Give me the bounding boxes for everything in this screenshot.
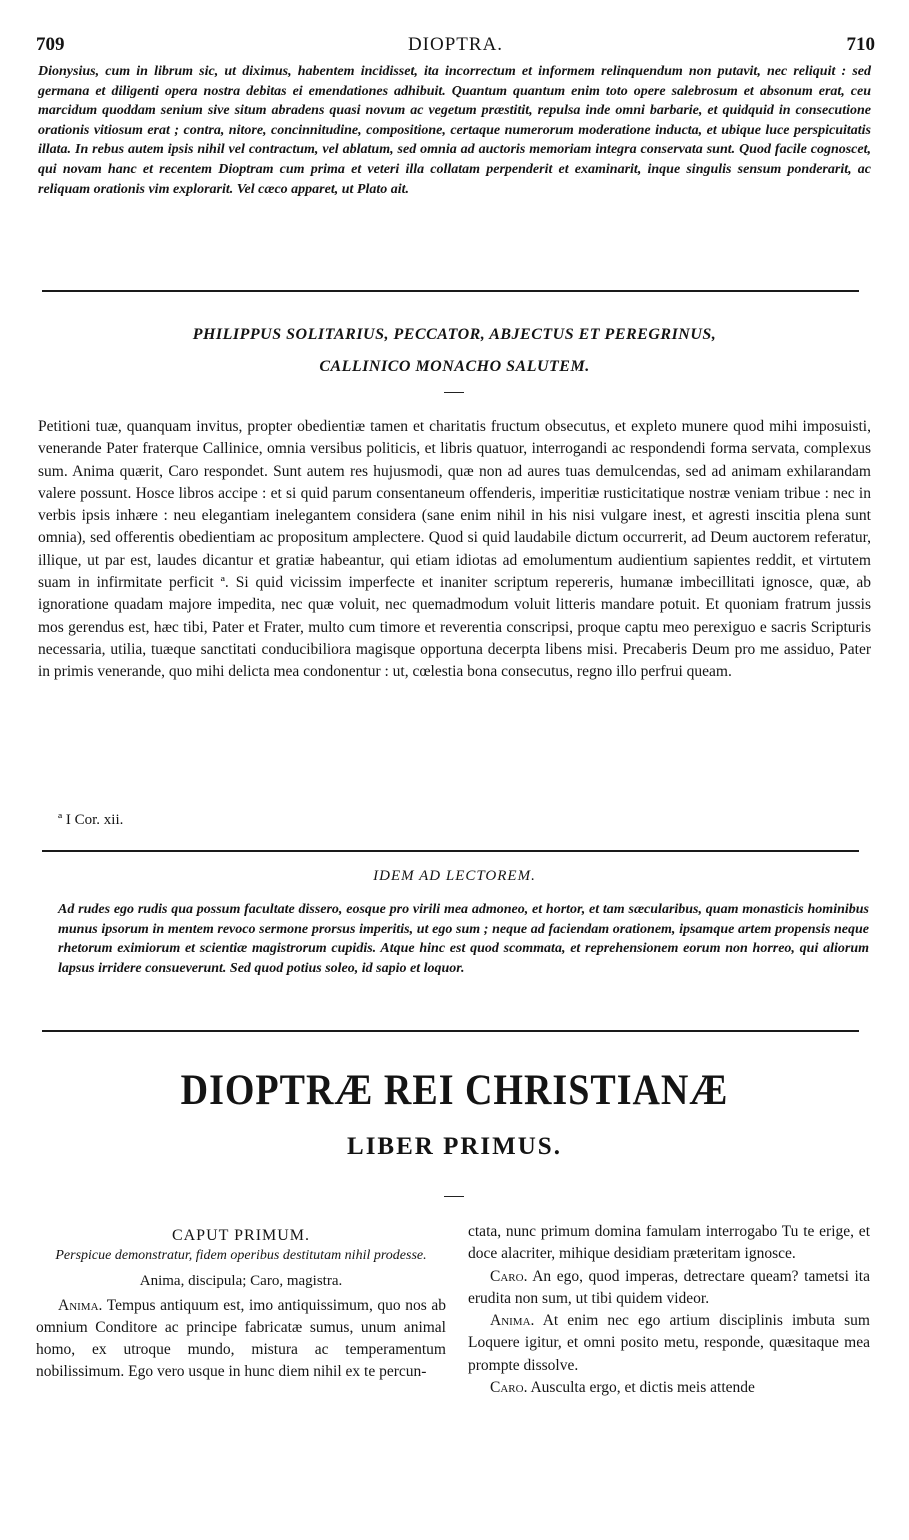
dialogue-paragraph — [468, 1221, 870, 1266]
running-title: DIOPTRA. — [407, 34, 504, 55]
left-page-number: 709 — [36, 34, 65, 55]
right-page-number: 710 — [846, 34, 875, 55]
dialogue-paragraph — [468, 1266, 870, 1311]
speaker-label: Caro. — [490, 1267, 528, 1285]
dialogue-text: At enim nec ego artium disciplinis imbuta sum Loquere igitur, et omni posito metu, responde, quæsitaque mea prompte dissolve. — [468, 1312, 870, 1374]
divider-rule — [42, 290, 859, 292]
book-subtitle: LIBER PRIMUS. — [347, 1133, 562, 1160]
left-column — [36, 1225, 446, 1384]
chapter-title: CAPUT PRIMUM. — [171, 1227, 311, 1244]
letter-title-line1: PHILIPPUS SOLITARIUS, PECCATOR, ABJECTUS ET PEREGRINUS, — [192, 326, 717, 343]
right-column — [468, 1221, 870, 1399]
dialogue-paragraph — [36, 1295, 446, 1384]
dialogue-paragraph — [468, 1377, 870, 1399]
short-dash — [444, 392, 464, 393]
footnote: ª I Cor. xii. — [58, 812, 124, 828]
dialogue-text: Tempus antiquum est, imo antiquissimum, quo nos ab omnium Conditore ac principe fabricatæ sumus, unum animal homo, ex utroque mundo, mistura ac temperamentum nobilissimum. Ego vero usque in hunc diem nihil ex te percun- — [36, 1296, 446, 1381]
chapter-subtitle: Perspicue demonstratur, fidem operibus destitutam nihil prodesse. — [55, 1248, 427, 1264]
page-header — [36, 34, 875, 58]
intro-paragraph: Dionysius, cum in librum sic, ut diximus, habentem incidisset, ita incorrectum et informem relinquendum non putavit, nec reliquit : sed germana et diligenti opera nostra debitas ei emendationes adhibuit. Quantum quantum enim toto opere salebrosum et absonum erat, ceu marcidum quoddam senium sive situm abradens quasi novum ac vegetum præstitit, repulsa inde omni barbarie, et quidquid in consecutione orationis vitiosum erat ; contra, nitore, concinnitudine, compositione, certaque numerorum moderatione inducta, et ubique luce perspicuitatis illata. In rebus autem ipsis nihil vel contractum, vel ablatum, sed omnia ad auctoris memoriam integra conservata sunt. Quod facile cognoscet, qui novam hanc et recentem Dioptram cum prima et veteri illa collatam perpenderit et examinarit, inque singulis sensum ponderarit, ac reliquam orationis vim explorarit. Vel cæco apparet, ut Plato ait. — [38, 64, 871, 197]
divider-rule — [42, 1030, 859, 1032]
dialogue-text: ctata, nunc primum domina famulam interrogabo Tu te erige, et doce alacriter, mihique desidiam præteritam ignosce. — [468, 1223, 870, 1263]
lector-body: Ad rudes ego rudis qua possum facultate dissero, eosque pro virili mea admoneo, et hortor, et tam sæcularibus, quam monasticis hominibus munus ipsorum in mentem revoco sermone prorsus imperitis, ut ego sum ; neque ad faciendam orationem, ipsamque artem propensis neque rhetorum eximiorum et scientiæ magistrorum cupidis. Atque hinc est quod scommata, et reprehensionem eorum non horreo, qui aliorum lapsus irridere consueverunt. Sed quod potius soleo, id sapio et loquor. — [58, 902, 869, 976]
letter-title-line2: CALLINICO MONACHO SALUTEM. — [319, 358, 590, 375]
letter-body: Petitioni tuæ, quanquam invitus, propter obedientiæ tamen et charitatis fructum obsecutus, et expleto munere quod mihi imposuisti, venerande Pater fraterque Callinice, omnia versibus politicis, et libris quatuor, interrogandi ac respondendi forma servata, complexus sum. Anima quærit, Caro respondet. Sunt autem res hujusmodi, quæ non ad aures tuas demulcendas, sed ad animam exhilarandam valere possunt. Hosce libros accipe : et si quid parum consentaneum offenderis, imperitiæ rusticitatique nostræ veniam tribue : nec in verbis ipsis inhære : neu elegantiam inelegantem considera (sane enim nihil in his nisi vulgare inest, et agresti inscitia plena sunt omnia), sed offerentis obedientiam ac propositum amplectere. Quod si quid laudabile dictum occurrerit, ad Deum auctorem referatur, illique, ut par est, laudes dicantur et gratiæ habeantur, qui etiam idiotas ad emolumentum audientium sapientes reddit, et virtutem suam in infirmitate perficit ª. Si quid vicissim imperfecte et inaniter scriptum repereris, humanæ imbecillitati ignosce, quæ, ab ignoratione quadam majore impedita, nec quæ voluit, nec quemadmodum voluit litteris mandare potuit. Et quoniam fratrum jussis mos gerendus est, hæc tibi, Pater et Frater, multo cum timore et reverentia conscripsi, proque captu meo perexiguo e sacris Scripturis necessaria, utilia, tuæque sanctitati conducibiliora magisque opportuna decerpta libens misi. Precaberis Deum pro me assiduo, Pater in primis venerande, quo mihi delicta mea condonentur : ut, cœlestia bona consecutus, regno illo perfrui queam. — [38, 418, 871, 681]
speaker-label: Caro. — [490, 1379, 528, 1397]
speaker-label: Anima. — [58, 1296, 103, 1314]
dialogue-text: Ausculta ergo, et dictis meis attende — [530, 1379, 755, 1397]
chapter-speakers: Anima, discipula; Caro, magistra. — [139, 1273, 343, 1290]
lector-title: IDEM AD LECTOREM. — [373, 868, 536, 884]
speaker-label: Anima. — [490, 1312, 535, 1330]
dialogue-text: An ego, quod imperas, detrectare queam? tametsi ita erudita non sum, ut tibi quidem videor. — [468, 1267, 870, 1307]
dialogue-paragraph — [468, 1310, 870, 1377]
divider-rule — [42, 850, 859, 852]
book-title: DIOPTRÆ REI CHRISTIANÆ — [180, 1065, 729, 1115]
short-dash — [444, 1196, 464, 1197]
